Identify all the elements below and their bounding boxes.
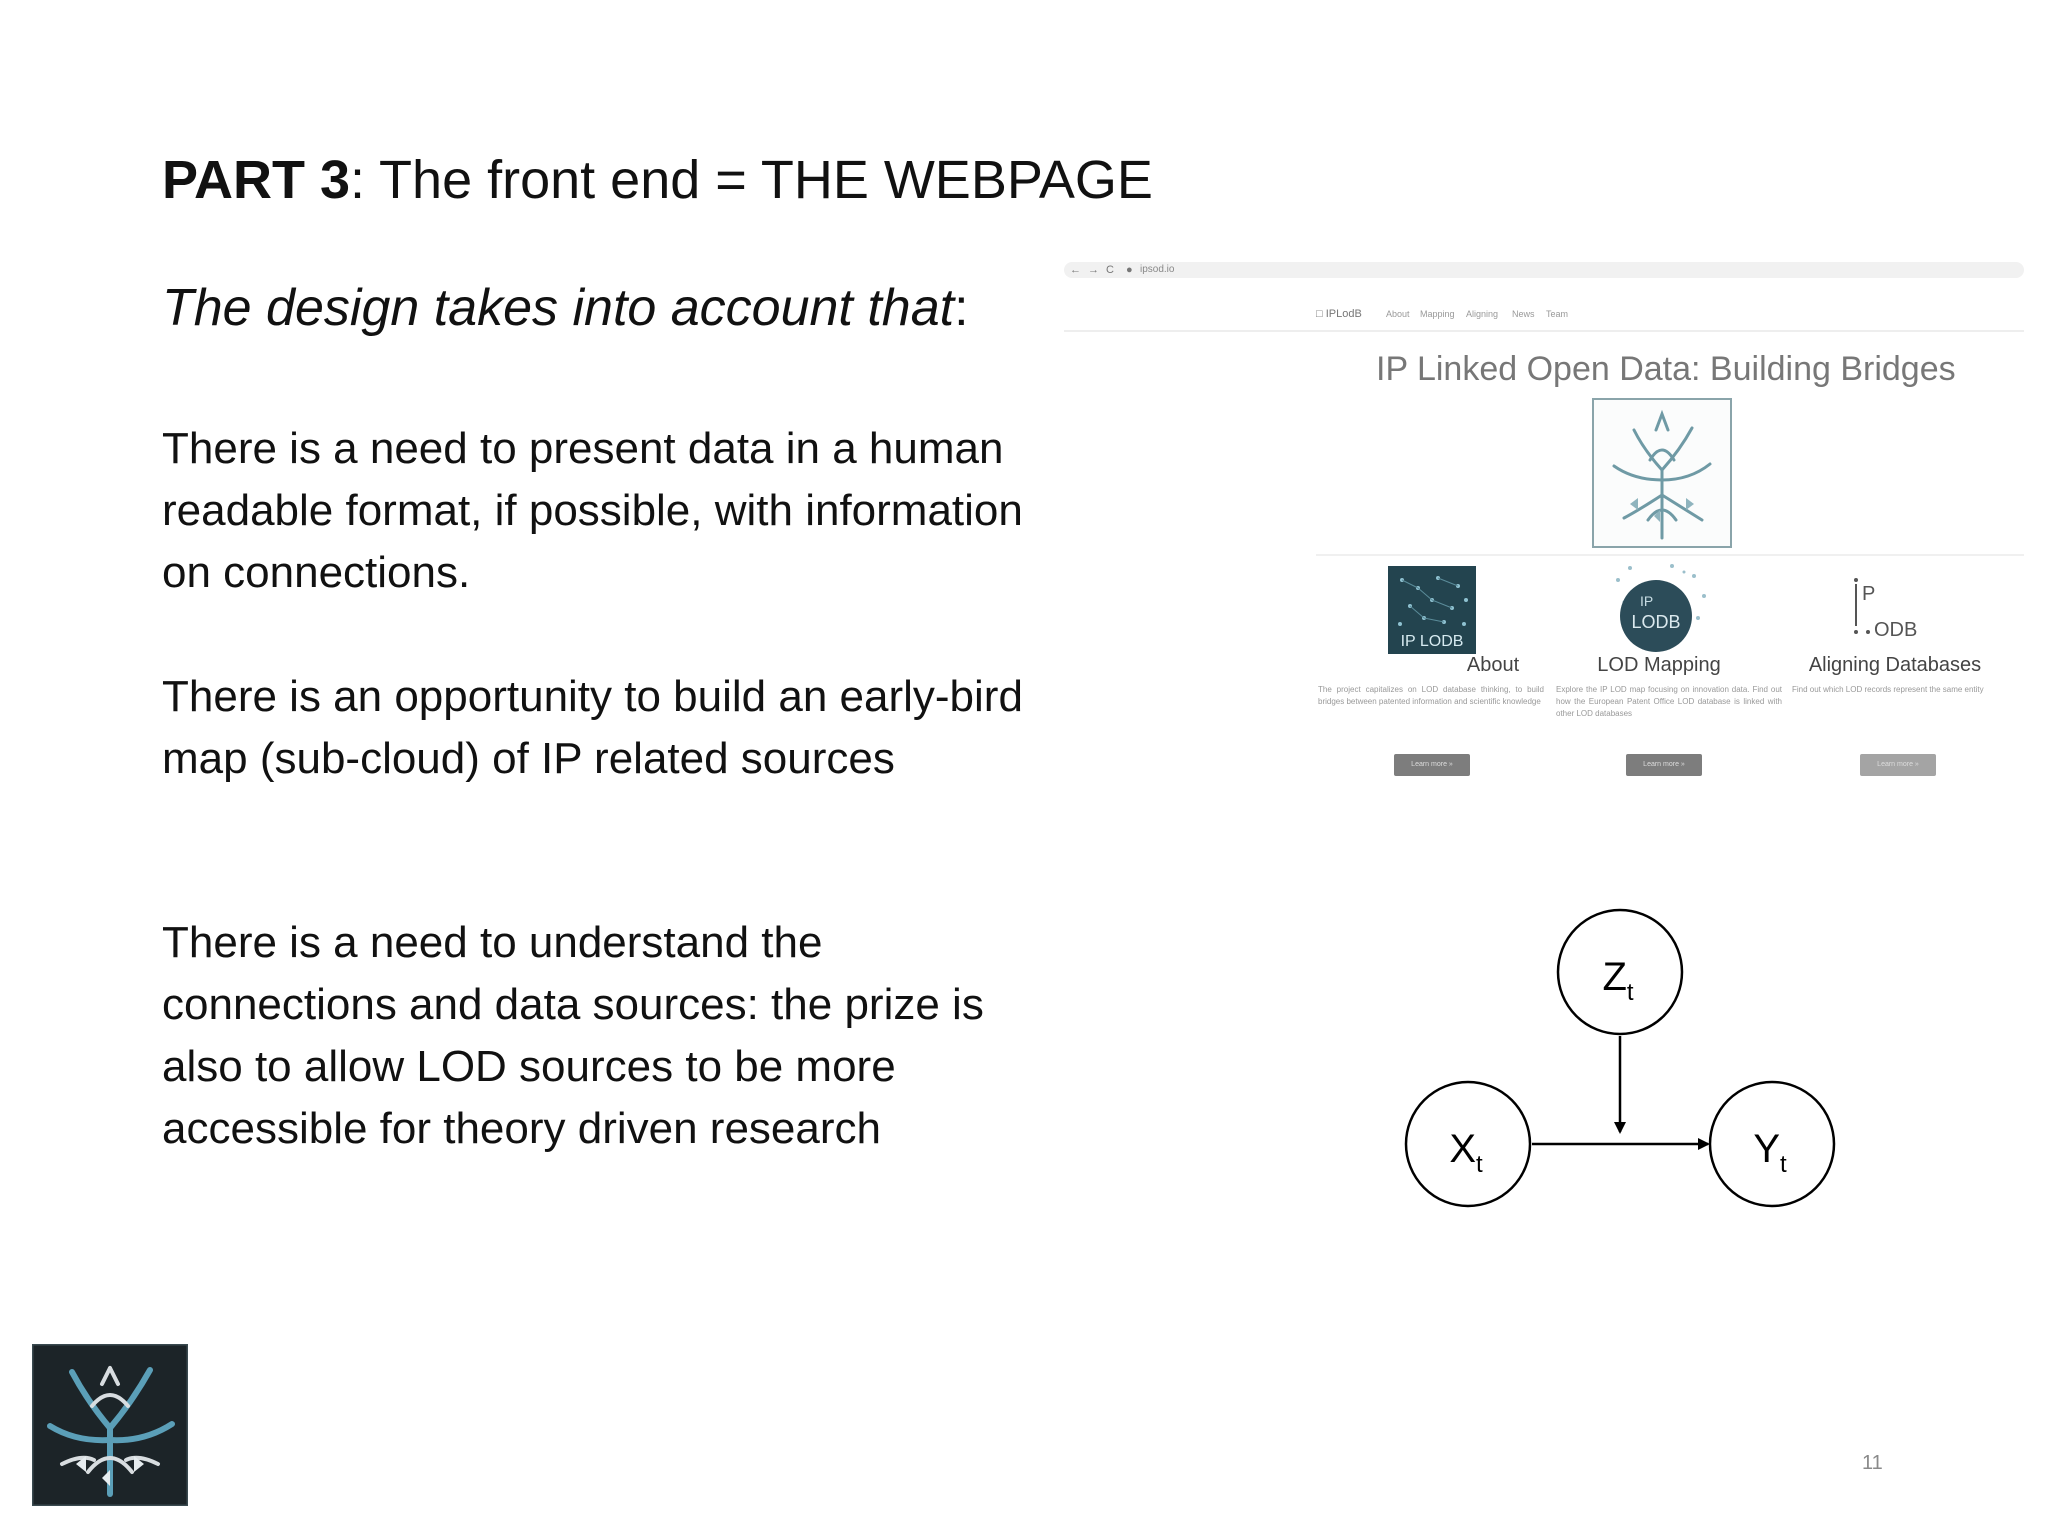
card-text-lod-mapping: Explore the IP LOD map focusing on innovation data. Find out how the European Patent Office LOD database is linked with other LOD databases — [1556, 685, 1782, 718]
about-card-image — [1388, 566, 1476, 659]
node-z — [1558, 910, 1682, 1034]
tree-logo-icon — [1594, 400, 1730, 546]
title-bold-part: PART 3 — [162, 150, 351, 210]
nav-item-news: News — [1512, 309, 1535, 319]
paragraph-understand-connections: There is a need to understand the connections and data sources: the prize is also to allow LOD sources to be more accessible for theory driven research — [162, 918, 984, 1153]
card-text-about: The project capitalizes on LOD database thinking, to build bridges between patented information and scientific knowledge — [1318, 685, 1544, 706]
node-x — [1406, 1082, 1530, 1206]
subtitle-italic: The design takes into account that — [162, 279, 955, 337]
content-divider — [1316, 554, 2024, 556]
nav-item-team: Team — [1546, 309, 1569, 319]
ip-lodb-square-logo-icon — [1388, 566, 1476, 654]
paragraph-human-readable: There is a need to present data in a human readable format, if possible, with information on connections. — [162, 424, 1023, 597]
lod-mapping-image-text-small: IP — [1640, 593, 1654, 609]
title-rest: : The front end = THE WEBPAGE — [350, 150, 1153, 210]
aligning-image-text-small: P — [1862, 583, 1876, 605]
node-y — [1710, 1082, 1834, 1206]
reload-icon: C — [1106, 264, 1114, 276]
node-x-letter: X — [1449, 1127, 1477, 1171]
hero-tree-logo — [1592, 398, 1732, 548]
dna-tree-logo-icon — [32, 1344, 188, 1506]
aligning-card-image — [1848, 576, 1938, 651]
slide-title — [162, 148, 1153, 212]
card-title-about: About — [1466, 654, 1520, 676]
corner-tree-logo — [32, 1344, 188, 1506]
paragraph-early-bird-map: There is an opportunity to build an early-bird map (sub-cloud) of IP related sources — [162, 672, 1023, 783]
card-text-aligning-databases: Find out which LOD records represent the same entity — [1792, 685, 1984, 694]
forward-arrow-icon: → — [1088, 264, 1099, 276]
about-image-text: IP LODB — [1400, 633, 1464, 650]
node-y-letter: Y — [1753, 1127, 1781, 1171]
lock-icon: ● — [1126, 264, 1133, 276]
subtitle-colon: : — [954, 279, 969, 337]
lod-mapping-image-text: LODB — [1631, 612, 1681, 632]
nav-item-about: About — [1386, 309, 1410, 319]
lodb-circle-logo-icon — [1610, 562, 1710, 658]
lod-mapping-learn-more-button[interactable]: Learn more » — [1626, 754, 1702, 776]
ip-odb-bracket-logo-icon — [1848, 576, 1938, 646]
node-x-subscript: t — [1476, 1151, 1483, 1178]
page-number: 11 — [1862, 1452, 1883, 1474]
aligning-image-text: ODB — [1874, 619, 1918, 641]
aligning-learn-more-button[interactable]: Learn more » — [1860, 754, 1936, 776]
slide-subtitle — [162, 278, 969, 338]
nav-brand: □ IPLodB — [1316, 308, 1362, 320]
node-z-subscript: t — [1626, 979, 1634, 1006]
url-text: ipsod.io — [1140, 264, 1175, 275]
webpage-screenshot — [1064, 256, 2024, 796]
nav-item-aligning: Aligning — [1466, 309, 1499, 319]
node-y-subscript: t — [1780, 1151, 1787, 1178]
hero-title: IP Linked Open Data: Building Bridges — [1376, 350, 1956, 388]
card-title-lod-mapping: LOD Mapping — [1597, 654, 1721, 676]
about-learn-more-button[interactable]: Learn more » — [1394, 754, 1470, 776]
site-navbar — [1064, 304, 2024, 332]
node-z-letter: Z — [1602, 955, 1627, 999]
moderation-diagram — [1380, 890, 1880, 1230]
nav-item-mapping: Mapping — [1420, 309, 1455, 319]
lod-mapping-card-image — [1610, 562, 1710, 663]
back-arrow-icon: ← — [1070, 264, 1081, 276]
card-title-aligning-databases: Aligning Databases — [1808, 654, 1982, 676]
browser-address-bar — [1064, 262, 2024, 278]
